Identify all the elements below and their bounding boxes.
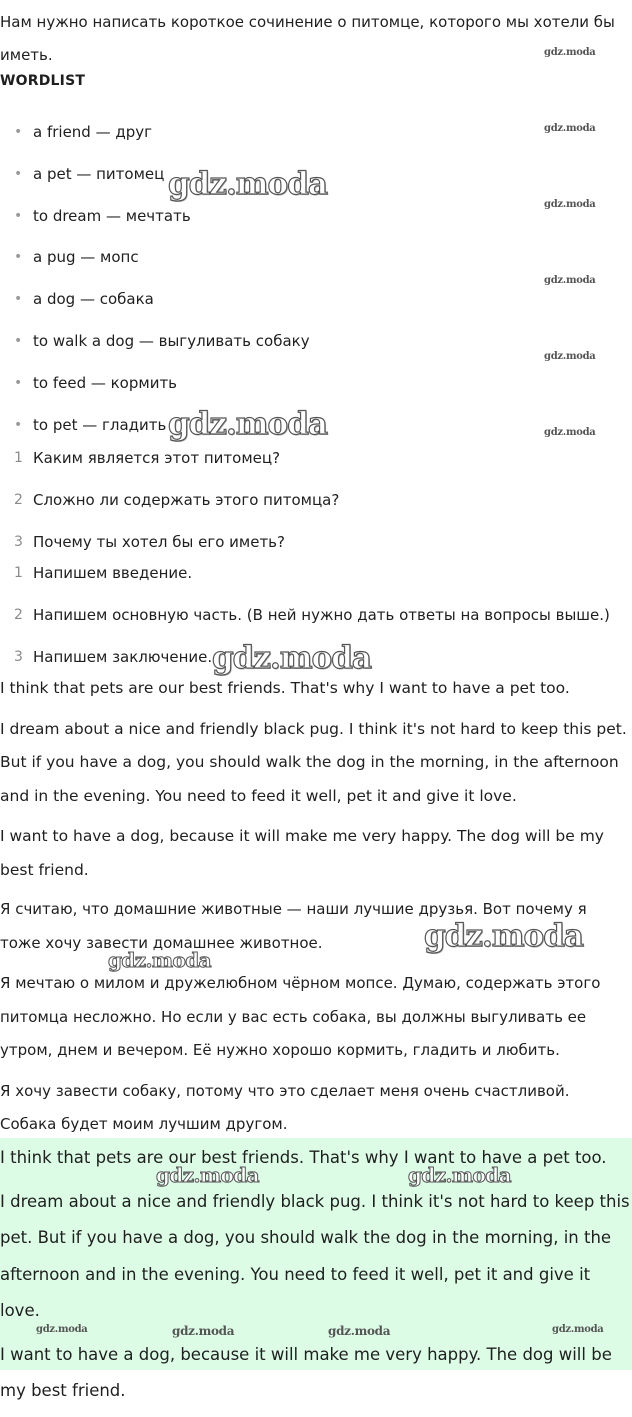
bullet-icon: • [14,332,23,349]
bullet-icon: • [14,124,23,140]
questions-list [0,447,632,573]
watermark: gdz.moda [212,640,371,676]
list-item-text: Почему ты хотел бы его иметь? [33,533,285,551]
bullet-icon: • [14,416,23,433]
list-item [0,205,632,247]
list-item-text: Напишем заключение. [33,648,213,666]
paragraph: I want to have a dog, because it will make me very happy. The dog will be my best friend. [0,827,604,879]
list-item-text: to feed — кормить [33,373,178,392]
paragraph: I dream about a nice and friendly black pug. I think it's not hard to keep this pet. But if you have a dog, you should walk the dog in the morning, in the afternoon and in the evening. You need to feed it well, pet it and give it love. [0,719,627,805]
watermark: gdz.moda [168,166,327,202]
list-item-text: Сложно ли содержать этого питомца? [33,491,340,509]
list-item-text: a friend — друг [33,123,153,141]
bullet-icon: • [14,291,23,308]
list-item [0,246,632,288]
bullet-icon: • [14,374,23,391]
list-item-text: Каким является этот питомец? [33,449,281,467]
list-number: 1 [14,450,23,466]
bullet-icon: • [14,207,23,224]
list-number: 3 [14,534,23,550]
watermark: gdz.moda [544,199,596,210]
paragraph: Я считаю, что домашние животные — наши лучшие друзья. Вот почему я тоже хочу завести домашнее животное. [0,900,587,952]
list-item-text: a pug — мопс [33,248,139,267]
watermark: gdz.moda [552,1324,604,1335]
intro-text: Нам нужно написать короткое сочинение о питомце, которого мы хотели бы иметь. [0,13,615,64]
list-item [0,562,632,604]
watermark: gdz.moda [168,406,327,442]
paragraph: I think that pets are our best friends. That's why I want to have a pet too. [0,1148,607,1167]
list-item-text: to dream — мечтать [33,206,191,225]
paragraph: Я мечтаю о милом и дружелюбном чёрном мопсе. Думаю, содержать этого питомца несложно. Но если у вас есть собака, вы должны выгуливать ее утром, днем и вечером. Её нужно хорошо кормить, гладить и любить. [0,974,601,1059]
list-number: 2 [14,607,23,623]
list-item [0,447,632,489]
list-item-text: Напишем основную часть. (В ней нужно дать ответы на вопросы выше.) [33,606,610,624]
list-item [0,489,632,531]
watermark: gdz.moda [544,123,596,134]
list-number: 3 [14,649,23,665]
bullet-icon: • [14,249,23,266]
watermark: gdz.moda [544,275,596,286]
essay-final [0,1140,630,1417]
list-item [0,121,632,163]
list-item-text: to walk a dog — выгуливать собаку [33,331,310,350]
list-item-text: Напишем введение. [33,564,193,582]
wordlist-heading: WORDLIST [0,73,86,89]
paragraph: I dream about a nice and friendly black pug. I think it's not hard to keep this pet. But if you have a dog, you should walk the dog in the morning, in the afternoon and in the evening. You need to feed it well, pet it and give it love. [0,1191,630,1320]
watermark: gdz.moda [36,1324,88,1335]
list-item [0,288,632,330]
watermark: gdz.moda [328,1324,391,1338]
list-item-text: a pet — питомец [33,164,165,183]
paragraph: I want to have a dog, because it will make me very happy. The dog will be my best friend. [0,1344,612,1400]
list-number: 1 [14,565,23,581]
paragraph: Я хочу завести собаку, потому что это сделает меня очень счастливой. Собака будет моим лучшим другом. [0,1081,570,1133]
watermark: gdz.moda [172,1324,235,1338]
list-number: 2 [14,492,23,508]
essay-english [0,672,632,894]
watermark: gdz.moda [544,351,596,362]
watermark: gdz.moda [544,427,596,438]
watermark: gdz.moda [544,47,596,58]
list-item [0,330,632,372]
list-item-text: a dog — собака [33,290,154,309]
watermark: gdz.moda [408,1163,511,1187]
watermark: gdz.moda [156,1163,259,1187]
watermark: gdz.moda [424,918,583,954]
paragraph: I think that pets are our best friends. That's why I want to have a pet too. [0,679,570,697]
watermark: gdz.moda [108,948,211,972]
list-item-text: to pet — гладить [33,415,167,434]
bullet-icon: • [14,165,23,182]
